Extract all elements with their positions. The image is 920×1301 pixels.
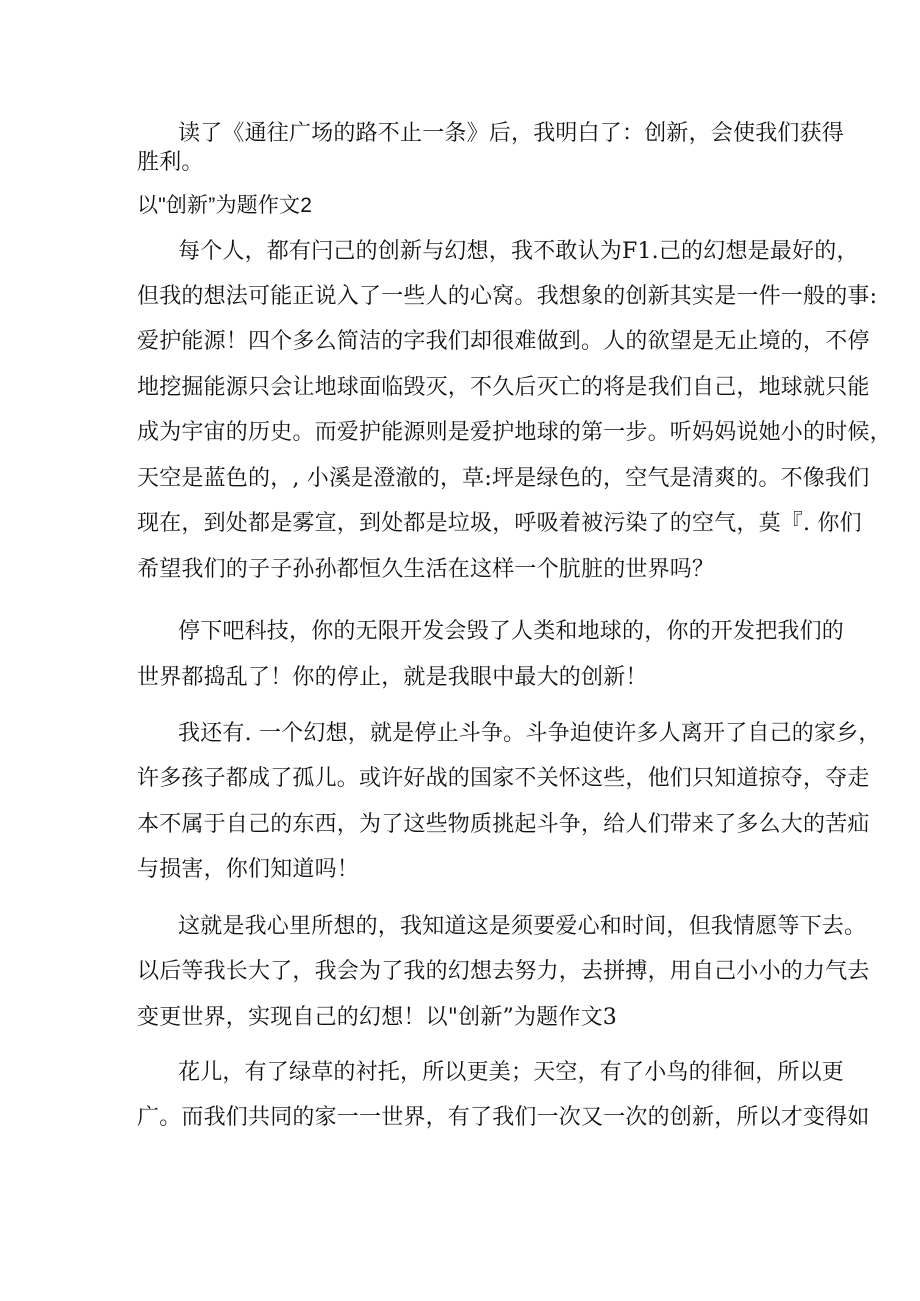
paragraph-line: 每个人，都有闩己的创新与幻想，我不敢认为F1.己的幻想是最好的，: [178, 239, 859, 264]
paragraph-line: 我还有. 一个幻想，就是停止斗争。斗争迫使许多人离开了自己的家乡，: [178, 721, 881, 746]
paragraph-line: 世界都捣乱了！你的停止，就是我眼中最大的创新！: [137, 665, 648, 690]
paragraph-line: 地挖掘能源只会让地球面临毁灭，不久后灭亡的将是我们自己，地球就只能: [137, 375, 870, 400]
paragraph-line: 许多孩子都成了孤儿。或许好战的国家不关怀这些，他们只知道掠夺，夺走: [137, 766, 870, 791]
paragraph-line: 以后等我长大了，我会为了我的幻想去努力，去拼搏，用自己小小的力气去: [137, 959, 870, 984]
paragraph-line: 花儿，有了绿草的衬托，所以更美；天空，有了小鸟的徘徊，所以更: [178, 1060, 845, 1085]
paragraph-line: 广。而我们共同的家一一世界，有了我们一次又一次的创新，所以才变得如: [137, 1105, 870, 1130]
section-heading: 以"创新”为题作文2: [137, 194, 313, 217]
paragraph-line: 读了《通往广场的路不止一条》后，我明白了：创新，会使我们获得: [178, 121, 845, 146]
paragraph-line: 本不属于自己的东西，为了这些物质挑起斗争，给人们带来了多么大的苦疝: [137, 812, 870, 837]
paragraph-line: 胜利。: [137, 150, 204, 175]
paragraph-line: 天空是蓝色的，, 小溪是澄澈的，草:坪是绿色的，空气是清爽的。不像我们: [137, 466, 870, 491]
paragraph-line: 现在，到处都是雾宣，到处都是垃圾，呼吸着被污染了的空气，莫『. 你们: [137, 511, 862, 536]
paragraph-line: 变更世界，实现自己的幻想！以"创新”为题作文3: [137, 1005, 617, 1030]
paragraph-line: 停下吧科技，你的无限开发会毁了人类和地球的，你的开发把我们的: [178, 619, 845, 644]
paragraph-line: 成为宇宙的历史。而爱护能源则是爱护地球的第一步。听妈妈说她小的时候，: [137, 420, 892, 445]
paragraph-line: 这就是我心里所想的，我知道这是须要爱心和时间，但我情愿等下去。: [178, 914, 867, 939]
paragraph-line: 爱护能源！四个多么简洁的字我们却很难做到。人的欲望是无止境的，不停: [137, 329, 870, 354]
paragraph-line: 与损害，你们知道吗！: [137, 857, 360, 882]
paragraph-line: 但我的想法可能正说入了一些人的心窝。我想象的创新其实是一件一般的事:: [137, 284, 878, 309]
paragraph-line: 希望我们的子子孙孙都恒久生活在这样一个肮脏的世界吗？: [137, 557, 715, 582]
